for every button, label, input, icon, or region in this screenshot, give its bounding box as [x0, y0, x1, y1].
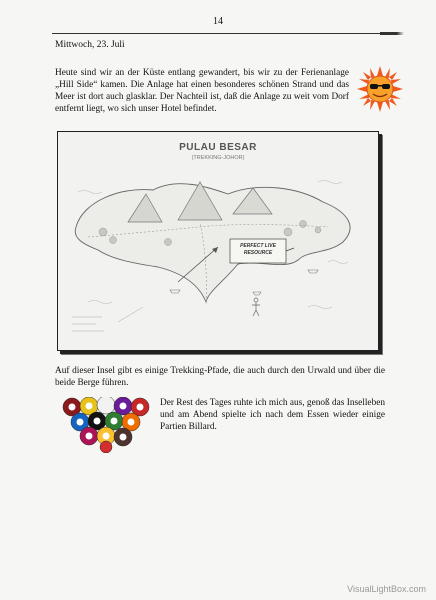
watermark: VisualLightBox.com: [347, 584, 426, 594]
paragraph-trekking: Auf dieser Insel gibt es einige Trekking-Pfade, die auch durch den Urwald und über die beide Berge führen.: [55, 366, 385, 388]
paragraph-billiard: Der Rest des Tages ruhte ich mich aus, genoß das Inselleben und am Abend spielte ich nach dem Essen wieder einige Partien Billard.: [160, 398, 385, 432]
map-subtitle: (TREKKING-JOHOR): [191, 155, 245, 161]
diary-date: Mittwoch, 23. Juli: [55, 40, 125, 50]
header-rule: [52, 33, 384, 34]
paragraph-beach: Heute sind wir an der Küste entlang gewandert, bis wir zu der Ferienanlage „Hill Side“ kamen. Die Anlage hat einen besonderes schönen Strand und das Meer ist dort auch glasklar. Der Nachteil ist, daß die Anlage zu weit vom Dorf entfernt liegt, wo sich unser Hotel befindet.: [55, 68, 349, 114]
island-map: [57, 131, 379, 351]
map-title: PULAU BESAR: [179, 142, 257, 153]
sun-with-sunglasses-icon: [357, 66, 403, 112]
billiard-balls-icon: [60, 397, 154, 453]
map-resort-label: PERFECT LIVE RESOURCE: [240, 243, 276, 256]
page-number: 14: [213, 16, 223, 27]
island-map-drawing: [58, 132, 378, 350]
